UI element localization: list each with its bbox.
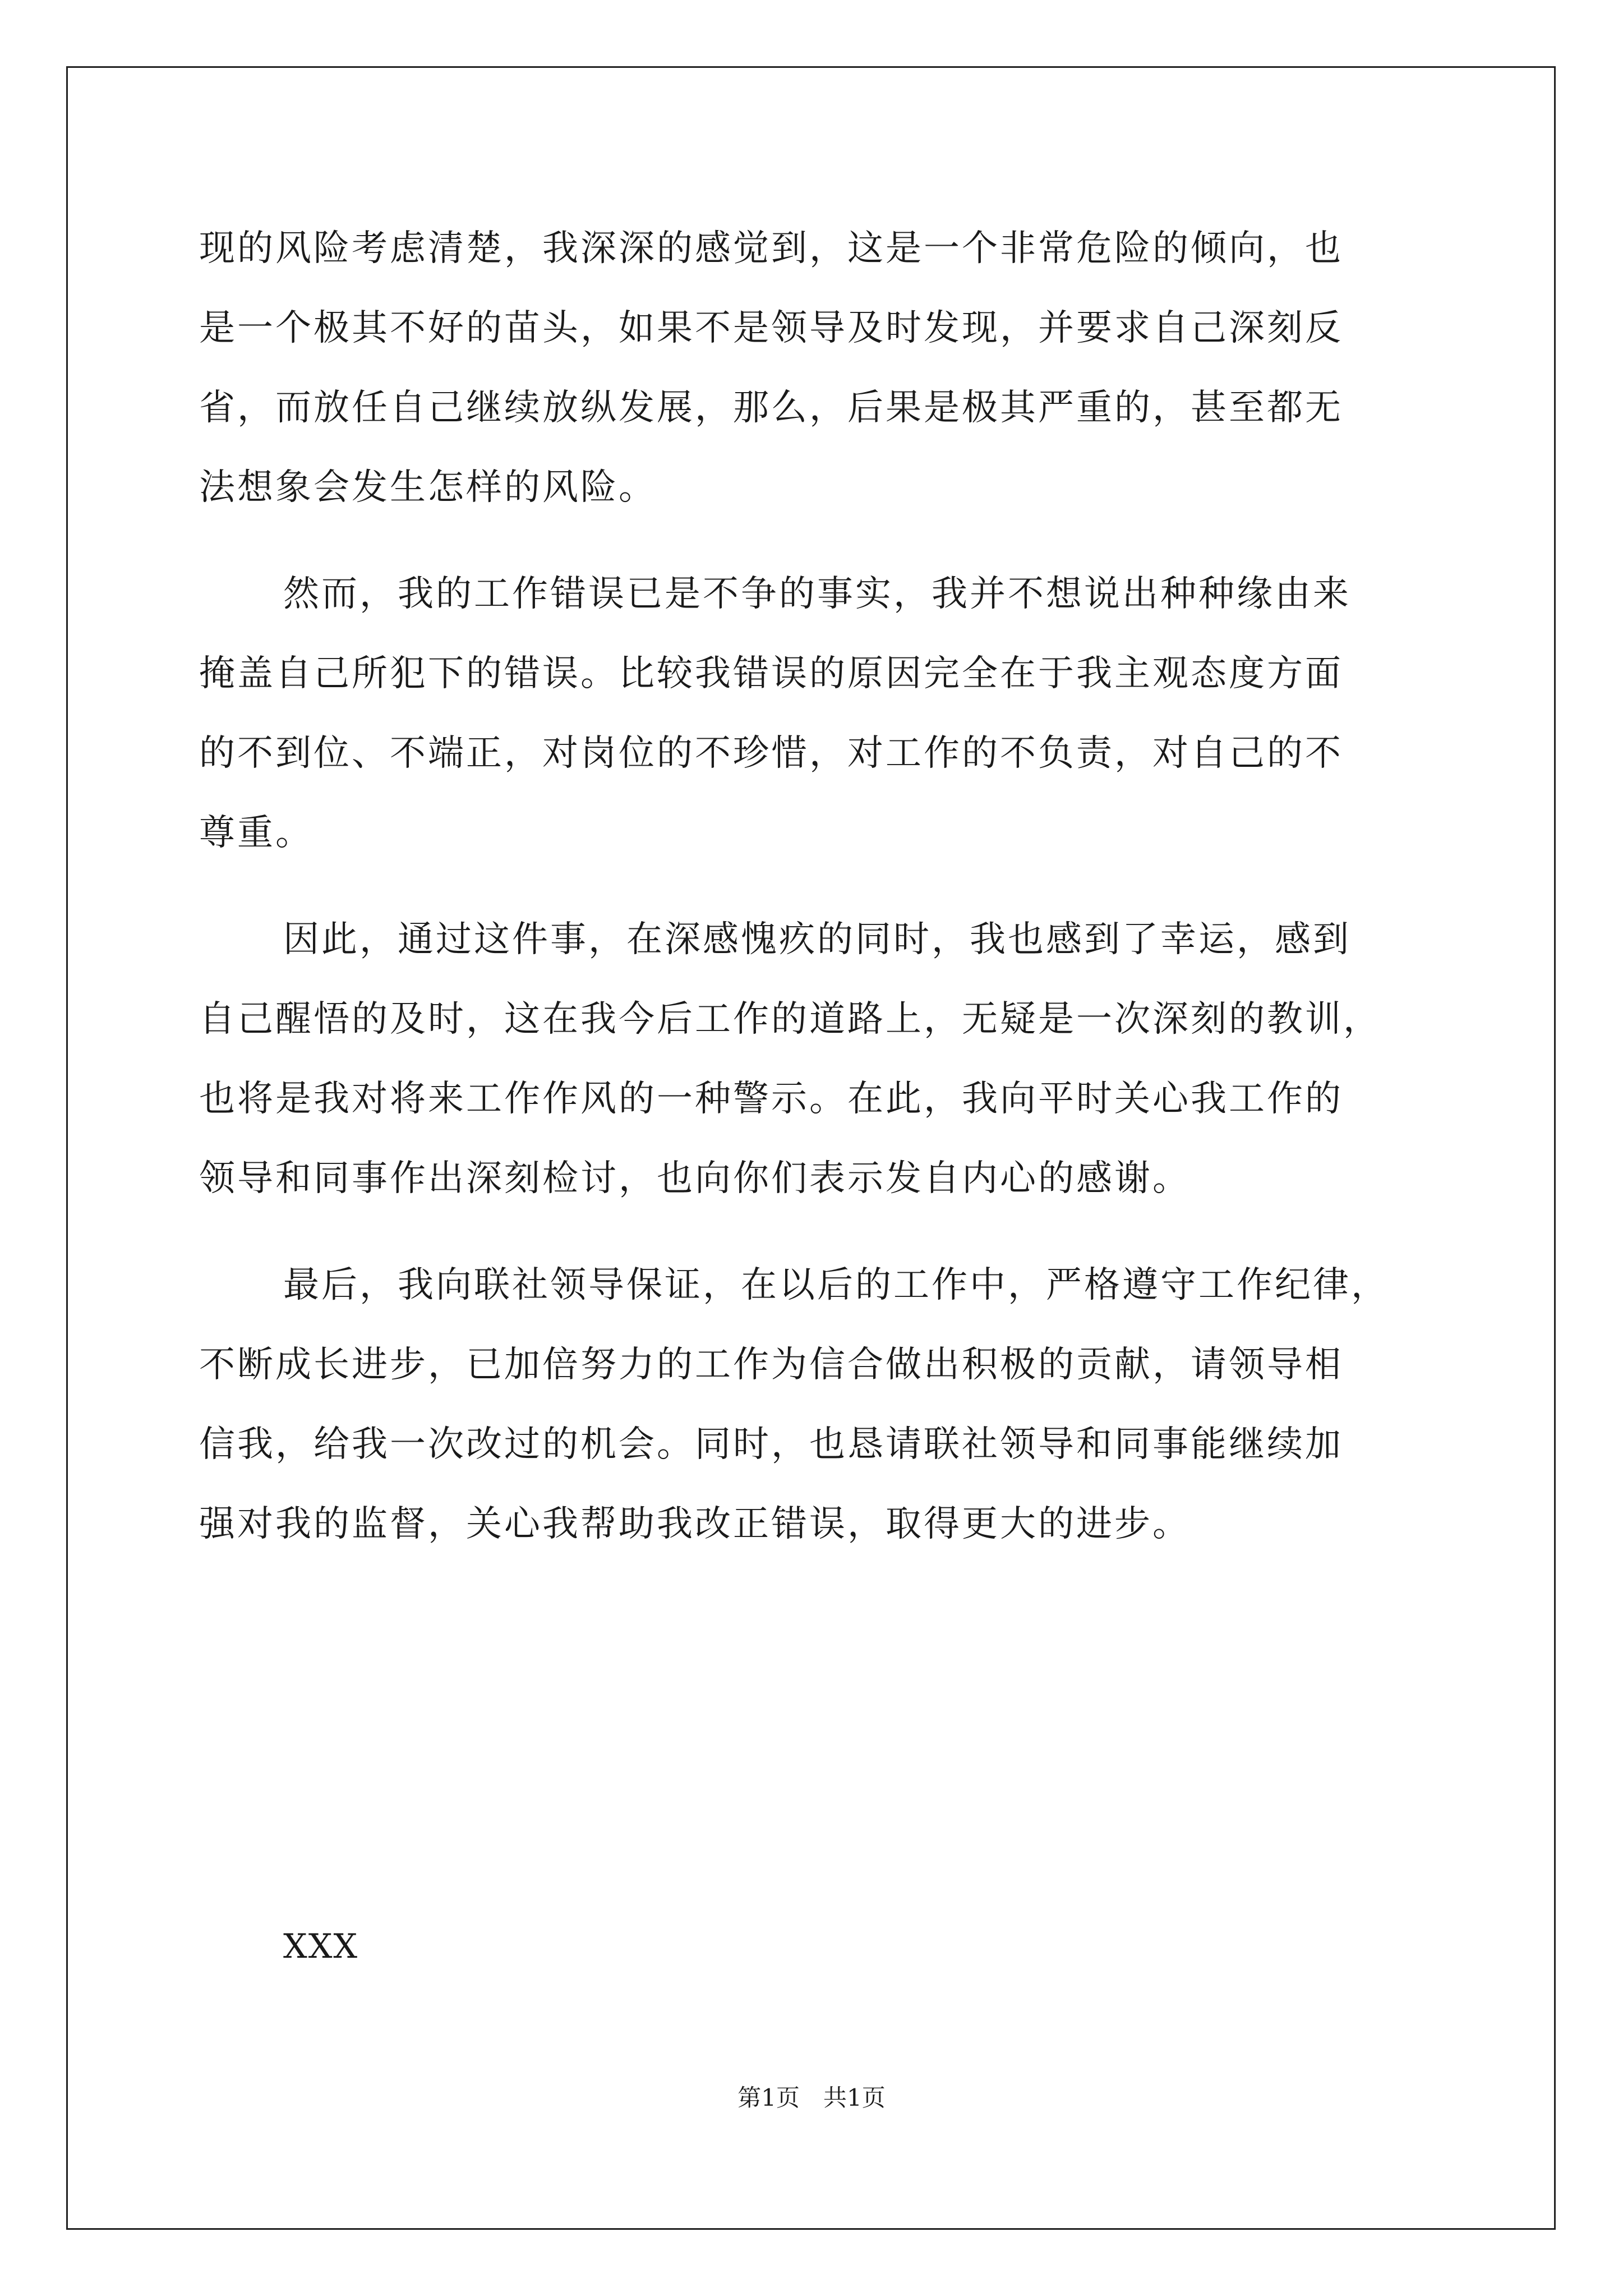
text-line: 不断成长进步，已加倍努力的工作为信合做出积极的贡献，请领导相 (199, 1344, 1343, 1386)
signature: XXX (283, 1927, 359, 1966)
text-line: 尊重。 (199, 812, 313, 854)
text-line: 掩盖自己所犯下的错误。比较我错误的原因完全在于我主观态度方面 (199, 653, 1343, 694)
text-line: 现的风险考虑清楚，我深深的感觉到，这是一个非常危险的倾向，也 (199, 228, 1343, 269)
text-line: 最后，我向联社领导保证，在以后的工作中，严格遵守工作纪律， (283, 1264, 1389, 1306)
text-line: 的不到位、不端正，对岗位的不珍惜，对工作的不负责，对自己的不 (199, 733, 1343, 774)
document-body (199, 209, 1427, 1564)
text-line: 因此，通过这件事，在深感愧疚的同时，我也感到了幸运，感到 (283, 919, 1351, 960)
text-line: 法想象会发生怎样的风险。 (199, 467, 657, 508)
page-footer: 第1页 共1页 (737, 2084, 886, 2111)
text-line: 领导和同事作出深刻检讨，也向你们表示发自内心的感谢。 (199, 1158, 1191, 1199)
text-line: 也将是我对将来工作作风的一种警示。在此，我向平时关心我工作的 (199, 1078, 1343, 1120)
text-line: 省，而放任自己继续放纵发展，那么，后果是极其严重的，甚至都无 (199, 387, 1343, 429)
text-line: 信我，给我一次改过的机会。同时，也恳请联社领导和同事能继续加 (199, 1424, 1343, 1465)
text-line: 是一个极其不好的苗头，如果不是领导及时发现，并要求自己深刻反 (199, 307, 1343, 349)
text-line: 强对我的监督，关心我帮助我改正错误，取得更大的进步。 (199, 1503, 1191, 1545)
text-line: 自己醒悟的及时，这在我今后工作的道路上，无疑是一次深刻的教训， (199, 999, 1381, 1040)
text-line: 然而，我的工作错误已是不争的事实，我并不想说出种种缘由来 (283, 573, 1351, 615)
